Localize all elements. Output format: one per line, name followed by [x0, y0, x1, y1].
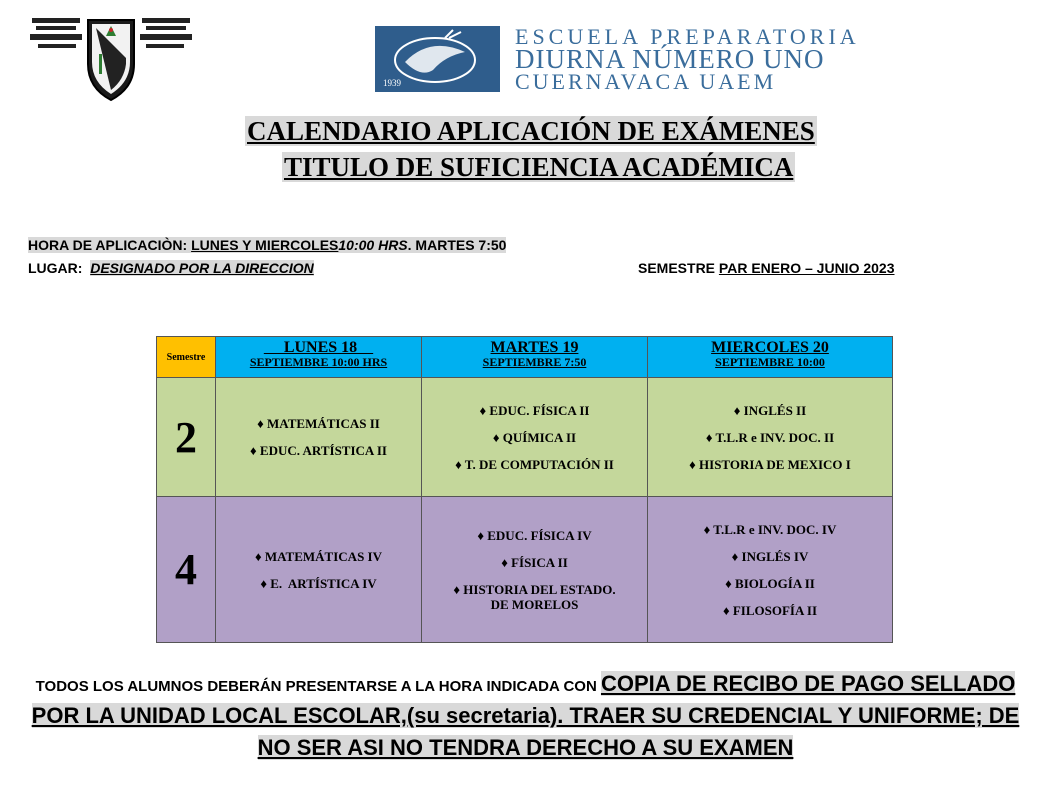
semestre-header: Semestre	[156, 336, 216, 378]
exam-subject: ♦ BIOLOGÍA II	[725, 575, 815, 591]
exam-schedule-table	[156, 336, 893, 643]
day-header-lunes	[215, 336, 422, 378]
hora-time-1: 10:00 HRS	[338, 237, 408, 253]
cell-sem2-lunes	[215, 377, 422, 497]
cell-sem4-martes	[421, 496, 648, 643]
exam-subject: ♦ INGLÉS IV	[731, 548, 809, 564]
exam-subject: ♦ FILOSOFÍA II	[722, 602, 818, 618]
logo-line-3: CUERNAVACA UAEM	[515, 69, 777, 94]
exam-subject: ♦ T. DE COMPUTACIÓN II	[455, 456, 614, 472]
escuela-preparatoria-logo	[375, 26, 985, 92]
day-name: MARTES 19	[490, 339, 579, 356]
footer-highlight: COPIA DE RECIBO DE PAGO SELLADO POR LA UNIDAD LOCAL ESCOLAR,(su secretaria). TRAER SU CREDENCIAL Y UNIFORME; DE NO SER ASI NO TENDRA DERECHO A SU EXAMEN	[31, 671, 1020, 760]
hora-time-2: . MARTES 7:50	[407, 237, 507, 253]
semestre-value: PAR ENERO – JUNIO 2023	[718, 260, 895, 276]
exam-subject: ♦ T.L.R e INV. DOC. II	[705, 429, 835, 445]
logo-line-1: ESCUELA PREPARATORIA	[515, 24, 860, 49]
exam-subject: ♦ E. ARTÍSTICA IV	[260, 575, 377, 591]
semestre-label: SEMESTRE	[638, 260, 716, 276]
logo-line-2: DIURNA NÚMERO UNO	[515, 44, 825, 74]
exam-subject: ♦ MATEMÁTICAS II	[257, 416, 380, 431]
hora-label: HORA DE APLICACIÒN	[28, 237, 183, 253]
exam-subject: ♦ HISTORIA DE MEXICO I	[689, 456, 851, 472]
exam-subject: ♦ EDUC. ARTÍSTICA II	[250, 443, 387, 458]
logo-emblem	[375, 26, 500, 92]
semestre-info	[638, 259, 895, 277]
day-name: MIERCOLES 20	[711, 339, 829, 356]
exam-subject-continued: DE MORELOS	[490, 596, 579, 612]
hora-days: LUNES Y MIERCOLES	[191, 237, 339, 253]
day-subtitle: SEPTIEMBRE 10:00	[715, 355, 825, 369]
page-title-line-2: TITULO DE SUFICIENCIA ACADÉMICA	[284, 152, 794, 182]
day-subtitle: SEPTIEMBRE 10:00 HRS	[249, 355, 388, 369]
footer-notice	[20, 670, 1031, 766]
exam-subject: ♦ INGLÉS II	[733, 402, 807, 418]
exam-subject: ♦ FÍSICA II	[501, 554, 568, 570]
lugar-label: LUGAR	[28, 260, 78, 276]
cell-sem2-martes	[421, 377, 648, 497]
semestre-2-number: 2	[156, 377, 216, 497]
page-title-line-1: CALENDARIO APLICACIÓN DE EXÁMENES	[247, 116, 815, 146]
cell-sem4-miercoles	[647, 496, 893, 643]
cell-sem2-miercoles	[647, 377, 893, 497]
lugar: LUGAR: DESIGNADO POR LA DIRECCION	[28, 260, 314, 276]
day-subtitle: SEPTIEMBRE 7:50	[482, 355, 587, 369]
lugar-value: DESIGNADO POR LA DIRECCION	[90, 260, 314, 276]
exam-subject: ♦ QUÍMICA II	[492, 429, 577, 445]
day-header-martes	[421, 336, 648, 378]
school-crest-logo	[30, 14, 192, 104]
day-header-miercoles	[647, 336, 893, 378]
logo-year: 1939	[383, 78, 401, 88]
cell-sem4-lunes	[215, 496, 422, 643]
exam-subject: ♦ EDUC. FÍSICA II	[479, 402, 590, 418]
semestre-4-number: 4	[156, 496, 216, 643]
exam-subject: ♦ T.L.R e INV. DOC. IV	[703, 521, 837, 537]
day-name: LUNES 18	[263, 339, 374, 356]
hora-aplicacion: HORA DE APLICACIÒN: LUNES Y MIERCOLES10:00 HRS. MARTES 7:50	[28, 237, 507, 253]
exam-subject: ♦ MATEMÁTICAS IV	[254, 548, 382, 564]
exam-subject: ♦ EDUC. FÍSICA IV	[477, 527, 592, 543]
exam-subject: ♦ HISTORIA DEL ESTADO.	[453, 581, 616, 597]
footer-prefix: TODOS LOS ALUMNOS DEBERÁN PRESENTARSE A LA HORA INDICADA CON	[35, 678, 601, 695]
